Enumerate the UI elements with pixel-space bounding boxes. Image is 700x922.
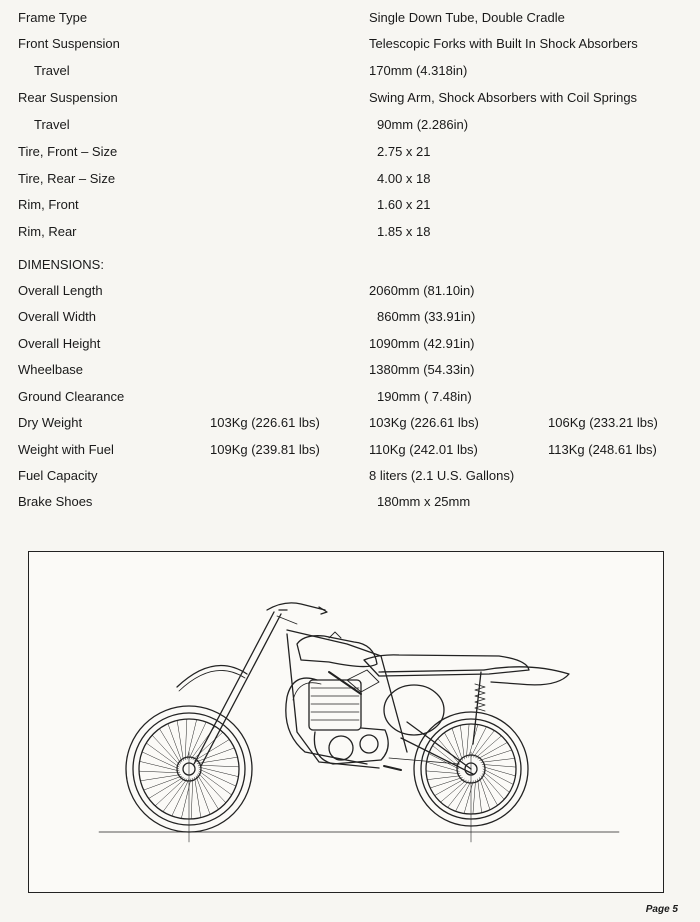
wheel-spoke [483,769,513,784]
spec-value: Swing Arm, Shock Absorbers with Coil Springs [369,90,638,105]
spec-value: 8 liters (2.1 U.S. Gallons) [369,468,515,483]
spec-value: 90mm (2.286in) [377,117,469,132]
spec-label: Rim, Rear [18,224,77,239]
wheel-spoke [473,731,494,758]
wheel-spoke [195,739,230,760]
spec-value-model-2: 110Kg (242.01 lbs) [369,442,478,457]
wheel-spoke [159,729,180,764]
wheel-spoke [456,781,471,811]
spec-value: 860mm (33.91in) [377,309,476,324]
spec-value-model-2: 103Kg (226.61 lbs) [369,415,479,430]
spec-label: Overall Width [18,309,97,324]
spec-label: Front Suspension [18,36,120,51]
spec-row-weight-with-fuel [0,442,700,464]
wheel-spoke [185,719,187,760]
spec-label: Travel [34,117,70,132]
dimensions-heading: DIMENSIONS: [18,257,104,272]
spec-value-model-1: 103Kg (226.61 lbs) [210,415,320,430]
wheel-spoke [460,725,464,759]
wheel-spoke [144,776,182,790]
spec-label: Tire, Front – Size [18,144,118,159]
spec-row-brake-shoes [0,494,700,516]
spec-label: Dry Weight [18,415,83,430]
spec-label: Ground Clearance [18,389,125,404]
spec-row-front-travel [0,63,700,85]
wheel-spoke [195,777,201,817]
spec-label: Fuel Capacity [18,468,98,483]
spec-value-model-3: 106Kg (233.21 lbs) [548,415,658,430]
wheel-spoke [429,754,459,769]
spec-row-rear-suspension [0,90,700,112]
spec-value: 2.75 x 21 [377,144,431,159]
spec-row-fuel-capacity [0,468,700,490]
wheel-spoke [177,720,183,760]
spec-row-overall-width [0,309,700,331]
spec-label: Brake Shoes [18,494,93,509]
spec-row-ground-clearance [0,389,700,411]
handlebar [267,603,325,610]
wheel-spoke [427,776,461,780]
seat [364,655,529,676]
motorcycle-illustration-frame [28,551,664,893]
wheel-spoke [140,775,180,781]
spec-value: 1.85 x 18 [377,224,431,239]
front-forks [194,610,287,766]
spec-value: 1090mm (42.91in) [369,336,475,351]
wheel-spoke [482,764,516,767]
spec-value: Single Down Tube, Double Cradle [369,10,565,25]
wheel-spoke [483,771,510,792]
wheel-spoke [196,776,210,814]
spec-value: Telescopic Forks with Built In Shock Absorbers [369,36,638,51]
spec-label: Weight with Fuel [18,442,114,457]
wheel-spoke [168,724,182,762]
wheel-spoke [426,771,460,774]
spec-row-overall-length [0,283,700,305]
wheel-spoke [139,771,180,773]
wheel-spoke [478,779,482,813]
spec-value-model-1: 109Kg (239.81 lbs) [210,442,320,457]
spec-label: Overall Length [18,283,103,298]
spec-row-dry-weight [0,415,700,437]
spec-value: 1.60 x 21 [377,197,431,212]
spec-value: 190mm ( 7.48in) [377,389,472,404]
wheel-spoke [149,777,184,798]
spec-label: Tire, Rear – Size [18,171,116,186]
dimensions-heading-row [0,257,700,279]
wheel-spoke [198,765,239,767]
wheel-spoke [448,781,469,808]
spec-row-tire-rear [0,171,700,193]
page-number: Page 5 [645,904,678,915]
spec-label: Frame Type [18,10,88,25]
wheel-spoke [481,758,515,762]
spec-row-frame-type [0,10,700,32]
spec-label: Travel [34,63,70,78]
rear-fender [484,667,569,685]
spec-label: Wheelbase [18,362,84,377]
spec-label: Rear Suspension [18,90,118,105]
wheel-spoke [191,778,193,819]
spec-row-rim-front [0,197,700,219]
spec-row-overall-height [0,336,700,358]
spec-row-tire-front [0,144,700,166]
spec-value: 180mm x 25mm [377,494,471,509]
spec-value: 170mm (4.318in) [369,63,468,78]
engine [309,680,388,764]
spec-label: Overall Height [18,336,101,351]
spec-value-model-3: 113Kg (248.61 lbs) [548,442,657,457]
wheel-spoke [466,724,469,758]
wheel-spoke [197,775,218,810]
motorcycle-illustration [29,552,665,894]
spec-row-rear-travel [0,117,700,139]
spec-row-rim-rear [0,224,700,246]
spec-value: 1380mm (54.33in) [369,362,475,377]
spec-value: 2060mm (81.10in) [369,283,475,298]
spec-value: 4.00 x 18 [377,171,431,186]
spec-label: Rim, Front [18,197,79,212]
wheel-spoke [473,780,476,814]
spec-row-wheelbase [0,362,700,384]
spec-row-front-suspension [0,36,700,58]
